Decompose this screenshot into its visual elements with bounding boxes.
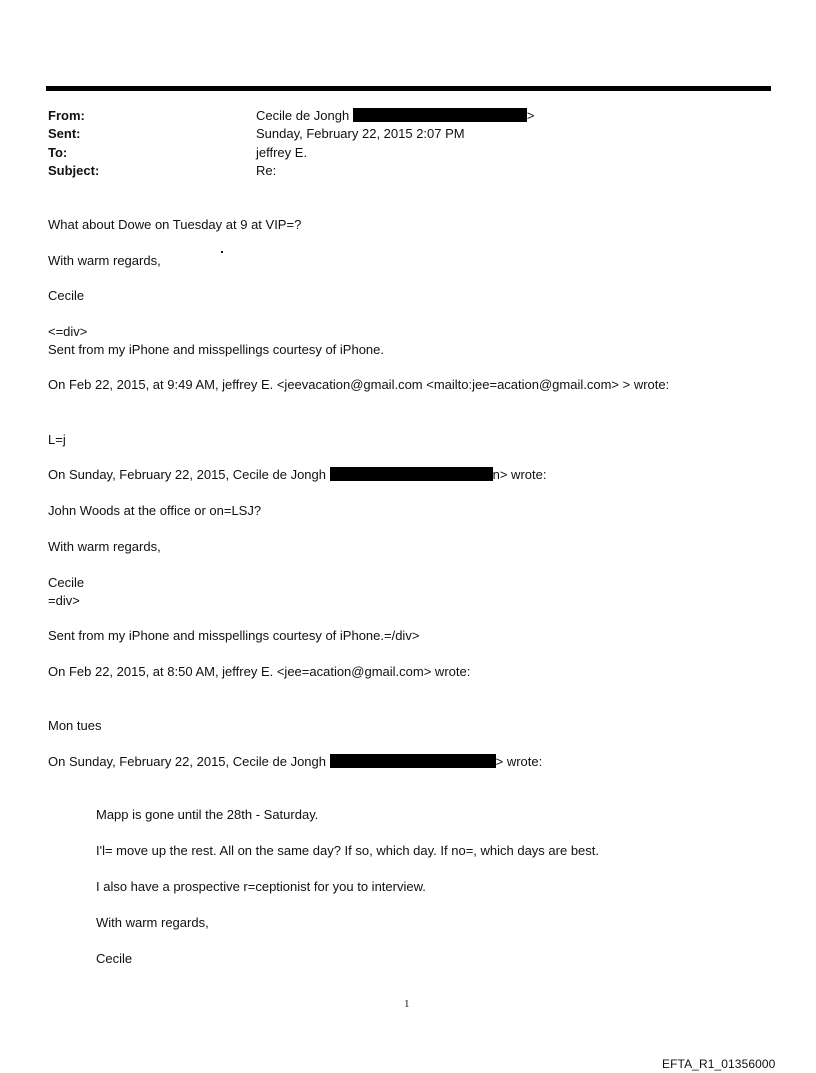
body-line: With warm regards, <box>48 253 161 268</box>
sent-label: Sent: <box>48 126 81 141</box>
quoted-header-line <box>48 467 546 483</box>
body-line: John Woods at the office or on=LSJ? <box>48 503 262 518</box>
quoted-header-text: On Sunday, February 22, 2015, Cecile de Jongh <box>48 754 326 769</box>
quoted-header-line <box>48 754 542 770</box>
redaction-bar <box>330 754 496 768</box>
subject-label: Subject: <box>48 163 100 178</box>
quoted-line: I also have a prospective r=ceptionist for you to interview. <box>96 879 426 894</box>
to-label: To: <box>48 145 68 160</box>
quoted-line: I'l= move up the rest. All on the same day? If so, which day. If no=, which days are best. <box>96 843 600 858</box>
stray-dot <box>221 251 223 253</box>
document-id: EFTA_R1_01356000 <box>662 1057 776 1071</box>
to-value: jeffrey E. <box>256 145 308 160</box>
redaction-bar <box>330 467 493 481</box>
from-label: From: <box>48 108 85 123</box>
body-line: Cecile <box>48 575 85 590</box>
from-value <box>256 108 534 124</box>
quoted-line: With warm regards, <box>96 915 209 930</box>
quoted-line: Mapp is gone until the 28th - Saturday. <box>96 807 319 822</box>
body-line: Mon tues <box>48 718 102 733</box>
quoted-header-text: On Sunday, February 22, 2015, Cecile de Jongh <box>48 467 326 482</box>
subject-value: Re: <box>256 163 277 178</box>
quoted-header-line: On Feb 22, 2015, at 9:49 AM, jeffrey E. <jeevacation@gmail.com <mailto:jee=acation@gmail.com> > wrote: <box>48 377 670 392</box>
quoted-header-text: n> wrote: <box>492 467 547 482</box>
header-rule <box>46 86 771 91</box>
quoted-header-text: > wrote: <box>495 754 543 769</box>
body-line: What about Dowe on Tuesday at 9 at VIP=? <box>48 217 302 232</box>
body-line: <=div> <box>48 324 88 339</box>
page-number: 1 <box>404 998 410 1010</box>
quoted-line: Cecile <box>96 951 133 966</box>
body-line: =div> <box>48 593 80 608</box>
redaction-bar <box>353 108 527 122</box>
body-line: With warm regards, <box>48 539 161 554</box>
body-line: Cecile <box>48 288 85 303</box>
body-line: Sent from my iPhone and misspellings courtesy of iPhone.=/div> <box>48 628 420 643</box>
sent-value: Sunday, February 22, 2015 2:07 PM <box>256 126 465 141</box>
from-name: Cecile de Jongh <box>256 108 350 123</box>
body-line: L=j <box>48 432 66 447</box>
quoted-header-line: On Feb 22, 2015, at 8:50 AM, jeffrey E. <jee=acation@gmail.com> wrote: <box>48 664 471 679</box>
body-line: Sent from my iPhone and misspellings courtesy of iPhone. <box>48 342 385 357</box>
from-trail: > <box>526 108 535 123</box>
